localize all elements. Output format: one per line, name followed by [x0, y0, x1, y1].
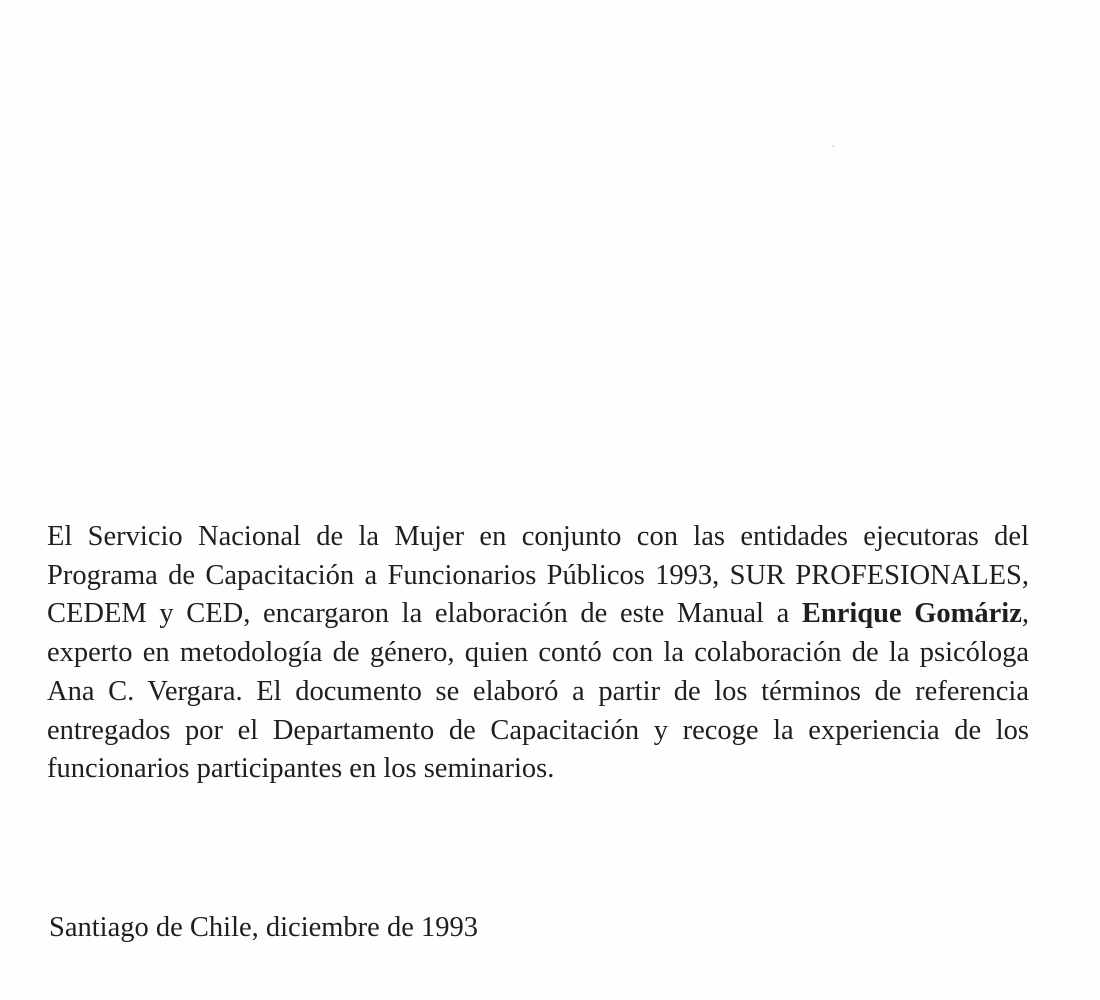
- credits-text-before: El Servicio Nacional de la Mujer en conjunto con las entidades ejecutoras del Programa de Capacitación a Funcionarios Públicos 1993, SUR PROFESIONALES, CEDEM y CED, encargaron la elaboración de este Manual a: [47, 521, 1029, 630]
- author-name: Enrique Gomáriz: [801, 598, 1022, 630]
- credits-paragraph: [47, 518, 1029, 789]
- scan-speck: [832, 145, 834, 147]
- credits-text-after: , experto en metodología de género, quien contó con la colaboración de la psicóloga Ana C. Vergara. El documento se elaboró a partir de los términos de referencia entregados por el Departamento de Capacitación y recoge la experiencia de los funcionarios participantes en los seminarios.: [47, 598, 1029, 785]
- place-date: Santiago de Chile, diciembre de 1993: [49, 912, 478, 943]
